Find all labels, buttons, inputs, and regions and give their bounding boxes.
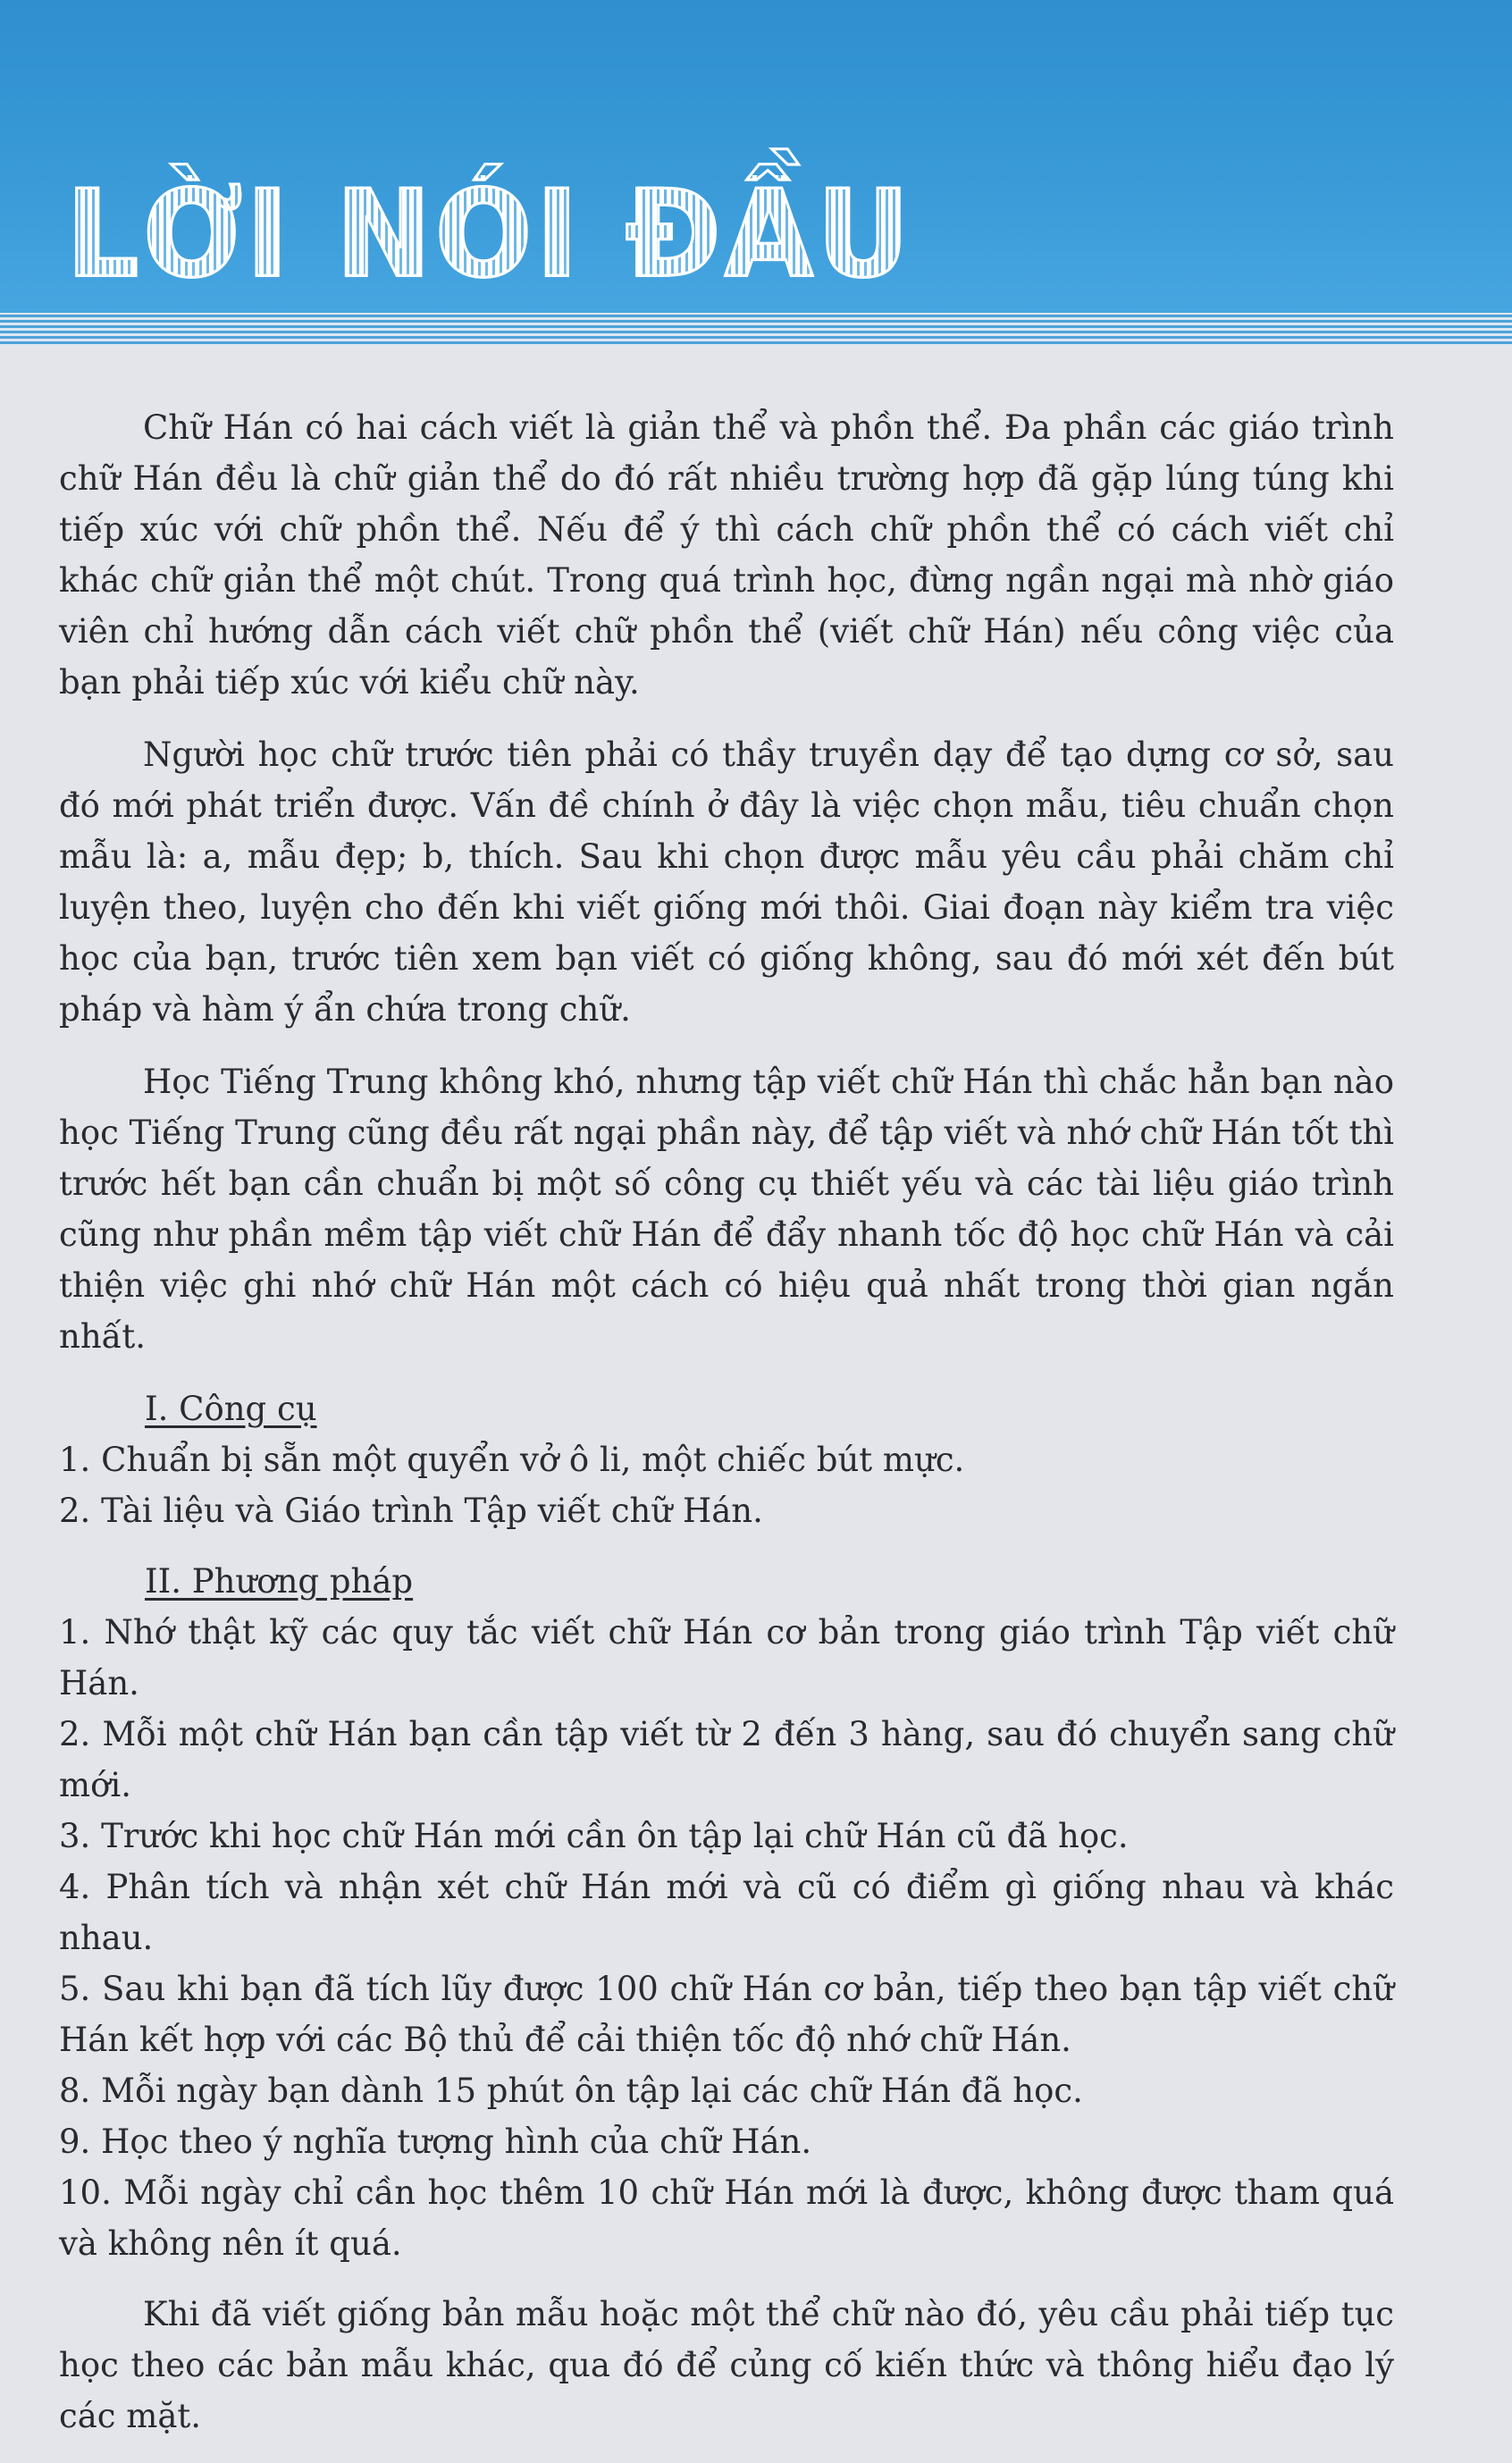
list-item: 5. Sau khi bạn đã tích lũy được 100 chữ Hán cơ bản, tiếp theo bạn tập viết chữ Hán kết hợp với các Bộ thủ để cải thiện tốc độ nhớ chữ Hán. xyxy=(59,1970,1394,2059)
section-title-methods: II. Phương pháp xyxy=(145,1562,414,1601)
page-title: LỜI NÓI ĐẦU xyxy=(66,164,913,305)
tools-list xyxy=(59,1434,1394,1536)
paragraph-chinese: Học Tiếng Trung không khó, nhưng tập viết chữ Hán thì chắc hẳn bạn nào học Tiếng Trung cũng đều rất ngại phần này, để tập viết và nhớ chữ Hán tốt thì trước hết bạn cần chuẩn bị một số công cụ thiết yếu và các tài liệu giáo trình cũng như phần mềm tập viết chữ Hán để đẩy nhanh tốc độ học chữ Hán và cải thiện việc ghi nhớ chữ Hán một cách có hiệu quả nhất trong thời gian ngắn nhất. xyxy=(59,1063,1394,1356)
list-item: 2. Mỗi một chữ Hán bạn cần tập viết từ 2 đến 3 hàng, sau đó chuyển sang chữ mới. xyxy=(59,1715,1394,1804)
list-item: 2. Tài liệu và Giáo trình Tập viết chữ Hán. xyxy=(59,1492,763,1530)
header-divider-stripes xyxy=(0,315,1512,345)
list-item: 8. Mỗi ngày bạn dành 15 phút ôn tập lại các chữ Hán đã học. xyxy=(59,2072,1083,2110)
header-banner xyxy=(0,0,1512,313)
methods-list xyxy=(59,1607,1394,2269)
document-body xyxy=(59,402,1394,2463)
list-item: 1. Chuẩn bị sẵn một quyển vở ô li, một chiếc bút mực. xyxy=(59,1441,965,1479)
paragraph-learning: Người học chữ trước tiên phải có thầy truyền dạy để tạo dựng cơ sở, sau đó mới phát triển được. Vấn đề chính ở đây là việc chọn mẫu, tiêu chuẩn chọn mẫu là: a, mẫu đẹp; b, thích. Sau khi chọn được mẫu yêu cầu phải chăm chỉ luyện theo, luyện cho đến khi viết giống mới thôi. Giai đoạn này kiểm tra việc học của bạn, trước tiên xem bạn viết có giống không, sau đó mới xét đến bút pháp và hàm ý ẩn chứa trong chữ. xyxy=(59,736,1394,1029)
list-item: 4. Phân tích và nhận xét chữ Hán mới và cũ có điểm gì giống nhau và khác nhau. xyxy=(59,1868,1394,1957)
list-item: 1. Nhớ thật kỹ các quy tắc viết chữ Hán cơ bản trong giáo trình Tập viết chữ Hán. xyxy=(59,1613,1394,1702)
paragraph-closing: Khi đã viết giống bản mẫu hoặc một thể chữ nào đó, yêu cầu phải tiếp tục học theo các bản mẫu khác, qua đó để củng cố kiến thức và thông hiểu đạo lý các mặt. xyxy=(59,2295,1394,2435)
list-item: 10. Mỗi ngày chỉ cần học thêm 10 chữ Hán mới là được, không được tham quá và không nên ít quá. xyxy=(59,2173,1394,2263)
paragraph-intro: Chữ Hán có hai cách viết là giản thể và phồn thể. Đa phần các giáo trình chữ Hán đều là chữ giản thể do đó rất nhiều trường hợp đã gặp lúng túng khi tiếp xúc với chữ phồn thể. Nếu để ý thì cách chữ phồn thể có cách viết chỉ khác chữ giản thể một chút. Trong quá trình học, đừng ngần ngại mà nhờ giáo viên chỉ hướng dẫn cách viết chữ phồn thể (viết chữ Hán) nếu công việc của bạn phải tiếp xúc với kiểu chữ này. xyxy=(59,408,1394,702)
list-item: 9. Học theo ý nghĩa tượng hình của chữ Hán. xyxy=(59,2123,812,2161)
list-item: 3. Trước khi học chữ Hán mới cần ôn tập lại chữ Hán cũ đã học. xyxy=(59,1817,1129,1855)
section-title-tools: I. Công cụ xyxy=(145,1390,317,1428)
